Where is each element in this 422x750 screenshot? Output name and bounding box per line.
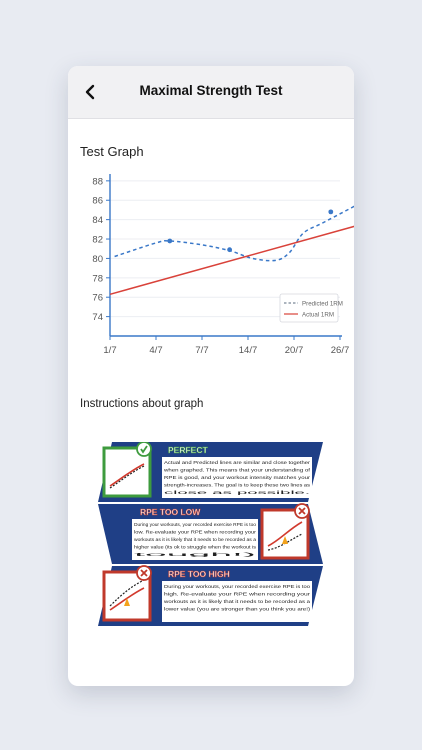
x-tick-label: 20/7 bbox=[284, 345, 304, 356]
y-tick-label: 74 bbox=[92, 312, 103, 324]
legend-label: Predicted 1RM bbox=[302, 300, 343, 308]
series-line-actual bbox=[110, 202, 354, 294]
app-screen bbox=[68, 66, 354, 686]
y-tick-label: 86 bbox=[92, 195, 103, 207]
instruction-text-line: lower value (you are stronger than you think you are!) bbox=[164, 606, 311, 612]
x-tick-label: 14/7 bbox=[238, 345, 258, 356]
data-point-marker bbox=[167, 239, 172, 244]
instruction-text-line: strength-increases. The goal is to keep these two lines as bbox=[164, 482, 310, 488]
x-tick-label: 7/7 bbox=[195, 345, 209, 356]
instruction-text-line: low. Re-evaluate your RPE when recording your bbox=[134, 529, 257, 535]
page-title: Maximal Strength Test bbox=[139, 83, 283, 98]
x-tick-label: 1/7 bbox=[103, 345, 117, 356]
instruction-text-line: workouts as it is likely that it needs to be recorded as a bbox=[134, 537, 257, 542]
top-app-bar bbox=[68, 66, 354, 119]
y-tick-label: 80 bbox=[92, 253, 103, 265]
test-graph-chart bbox=[68, 166, 354, 366]
instruction-text-line: when graphed. This means that your understanding of bbox=[164, 467, 312, 473]
instruction-text-line: RPE is good, and your workout intensity matches your bbox=[164, 475, 311, 480]
instruction-text-line: close as possible. bbox=[164, 490, 310, 495]
instruction-text-line: higher value (its ok to struggle when the workout is bbox=[134, 544, 256, 550]
instruction-heading: RPE TOO LOW bbox=[140, 507, 201, 517]
graph-section-title: Test Graph bbox=[80, 144, 144, 159]
data-point-marker bbox=[227, 247, 232, 252]
instruction-text-line: workouts as it is likely that it needs to be recorded as a bbox=[164, 599, 311, 604]
y-tick-label: 76 bbox=[92, 292, 103, 304]
instruction-heading: RPE TOO HIGH bbox=[168, 569, 230, 579]
instruction-text-line: During your workouts, your recorded exercise RPE is too bbox=[164, 584, 311, 589]
instructions-section-title: Instructions about graph bbox=[80, 398, 204, 410]
instruction-text-line: During your workouts, your recorded exercise RPE is too bbox=[134, 522, 257, 527]
instructions-infographic bbox=[98, 442, 323, 628]
y-tick-label: 82 bbox=[92, 234, 103, 246]
series-line-predicted bbox=[115, 191, 354, 261]
y-tick-label: 78 bbox=[92, 273, 103, 285]
legend-label: Actual 1RM bbox=[302, 311, 334, 319]
y-tick-label: 88 bbox=[92, 176, 103, 188]
y-tick-label: 84 bbox=[92, 215, 103, 227]
x-tick-label: 26/7 bbox=[330, 345, 350, 356]
instruction-text-line: tough!) bbox=[134, 552, 262, 557]
instruction-text-line: high. Re-evaluate your RPE when recording your bbox=[164, 591, 311, 597]
data-point-marker bbox=[328, 209, 333, 214]
x-tick-label: 4/7 bbox=[149, 345, 163, 356]
instruction-text-line: Actual and Predicted lines are similar and close together bbox=[164, 460, 311, 465]
instruction-heading: PERFECT bbox=[168, 445, 208, 455]
